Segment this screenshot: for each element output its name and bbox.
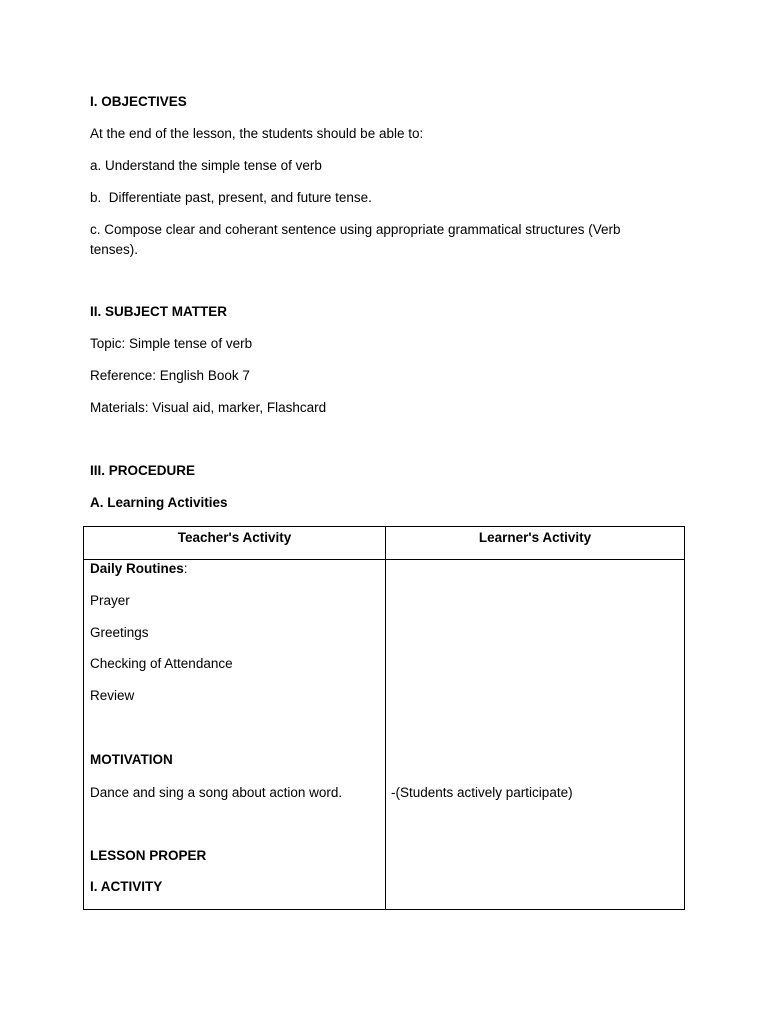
teacher-activity-header: Teacher's Activity — [177, 530, 292, 545]
learner-response-text: -(Students actively participate) — [391, 785, 573, 800]
objective-item-c: c. Compose clear and coherant sentence using appropriate grammatical structures (Verb tenses). — [90, 222, 621, 257]
learning-activities-table — [83, 526, 685, 910]
objective-item-b: b. Differentiate past, present, and future tense. — [90, 190, 372, 205]
subject-materials: Materials: Visual aid, marker, Flashcard — [90, 400, 327, 415]
objective-item-a: a. Understand the simple tense of verb — [90, 158, 322, 173]
learning-activities-heading: A. Learning Activities — [90, 495, 228, 510]
objectives-intro: At the end of the lesson, the students should be able to: — [90, 126, 424, 141]
routine-item-prayer: Prayer — [90, 593, 130, 608]
procedure-heading: III. PROCEDURE — [90, 463, 196, 478]
daily-routines-label — [90, 560, 188, 578]
routine-item-attendance: Checking of Attendance — [90, 656, 233, 671]
learner-activity-header: Learner's Activity — [478, 530, 592, 545]
objectives-heading: I. OBJECTIVES — [90, 94, 187, 109]
subject-topic: Topic: Simple tense of verb — [90, 336, 253, 351]
routine-item-review: Review — [90, 688, 135, 703]
routine-item-greetings: Greetings — [90, 625, 149, 640]
motivation-text: Dance and sing a song about action word. — [90, 785, 343, 800]
motivation-heading: MOTIVATION — [90, 752, 173, 767]
daily-routines-text: Daily Routines — [90, 561, 184, 576]
subject-matter-heading: II. SUBJECT MATTER — [90, 304, 228, 319]
daily-routines-colon: : — [183, 561, 188, 576]
lesson-proper-heading: LESSON PROPER — [90, 848, 207, 863]
table-column-divider — [385, 527, 386, 909]
subject-reference: Reference: English Book 7 — [90, 368, 250, 383]
activity-heading: I. ACTIVITY — [90, 879, 163, 894]
